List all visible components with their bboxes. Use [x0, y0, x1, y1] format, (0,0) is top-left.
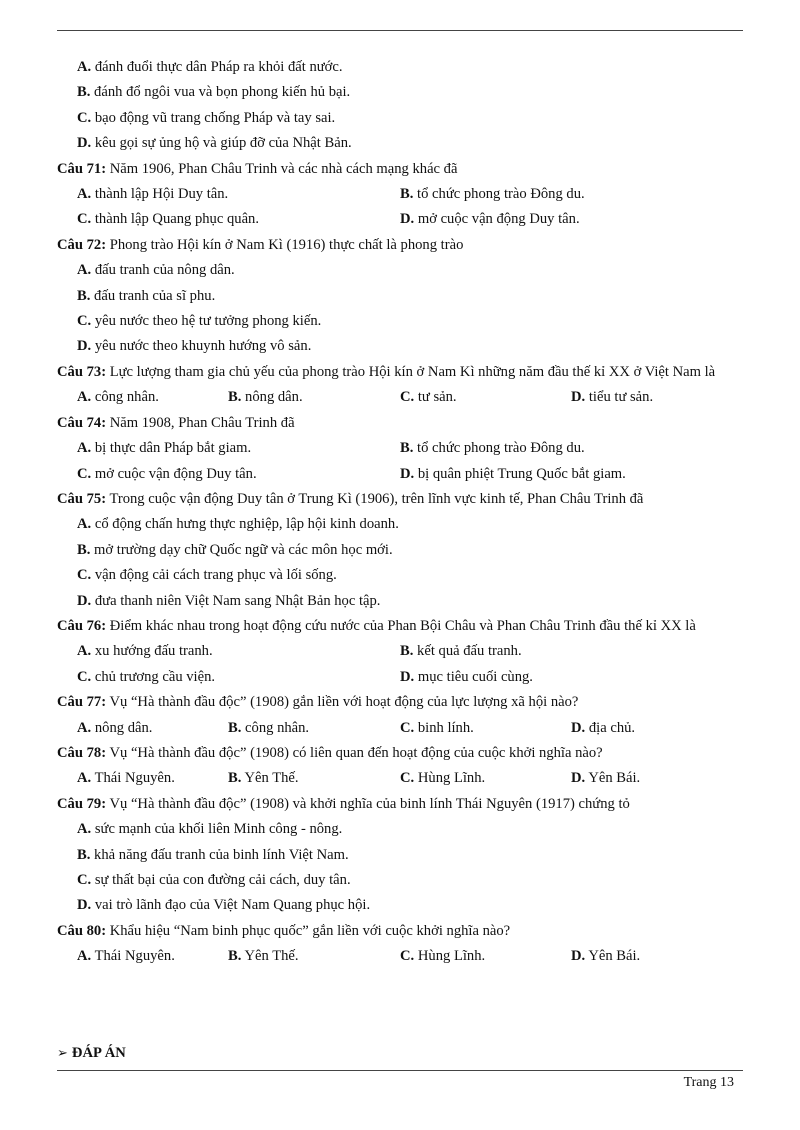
option-73-c: C. tư sản. — [400, 389, 457, 406]
option-71-d: D. mở cuộc vận động Duy tân. — [400, 211, 580, 228]
option-80-a: A. Thái Nguyên. — [77, 948, 175, 965]
options-73 — [57, 385, 743, 410]
option-78-c: C. Hùng Lĩnh. — [400, 770, 486, 787]
option-71-b: B. tổ chức phong trào Đông du. — [400, 186, 585, 203]
option-prev-d: D. kêu gọi sự ủng hộ và giúp đỡ của Nhật Bản. — [77, 135, 352, 152]
answer-section-title: ĐÁP ÁN — [71, 1045, 126, 1061]
options-74-row-2 — [57, 462, 743, 487]
option-72-a: A. đấu tranh của nông dân. — [77, 262, 235, 279]
footer-rule — [57, 1070, 743, 1071]
option-72-c: C. yêu nước theo hệ tư tưởng phong kiến. — [77, 313, 322, 330]
option-prev-b: B. đánh đổ ngôi vua và bọn phong kiến hủ bại. — [77, 84, 351, 101]
options-77 — [57, 716, 743, 741]
question-77: Câu 77: Vụ “Hà thành đầu độc” (1908) gắn liền với hoạt động của lực lượng xã hội nào? — [57, 694, 579, 711]
option-75-a: A. cổ động chấn hưng thực nghiệp, lập hội kinh doanh. — [77, 516, 399, 533]
option-71-c: C. thành lập Quang phục quân. — [77, 211, 259, 228]
option-75-b: B. mở trường dạy chữ Quốc ngữ và các môn học mới. — [77, 541, 393, 558]
option-75-d: D. đưa thanh niên Việt Nam sang Nhật Bản học tập. — [77, 592, 381, 609]
option-74-c: C. mở cuộc vận động Duy tân. — [77, 465, 257, 482]
option-79-b: B. khả năng đấu tranh của binh lính Việt Nam. — [77, 846, 349, 863]
option-72-d: D. yêu nước theo khuynh hướng vô sản. — [77, 338, 312, 355]
option-80-d: D. Yên Bái. — [571, 948, 641, 965]
option-77-d: D. địa chủ. — [571, 719, 636, 736]
question-74: Câu 74: Năm 1908, Phan Châu Trinh đã — [57, 414, 295, 431]
option-73-d: D. tiểu tư sản. — [571, 389, 654, 406]
option-74-b: B. tổ chức phong trào Đông du. — [400, 440, 585, 457]
option-77-a: A. nông dân. — [77, 719, 153, 736]
options-78 — [57, 766, 743, 791]
option-79-d: D. vai trò lãnh đạo của Việt Nam Quang phục hội. — [77, 897, 371, 914]
option-77-c: C. binh lính. — [400, 719, 474, 736]
option-78-b: B. Yên Thế. — [228, 770, 299, 787]
option-78-a: A. Thái Nguyên. — [77, 770, 175, 787]
question-79: Câu 79: Vụ “Hà thành đầu độc” (1908) và khởi nghĩa của binh lính Thái Nguyên (1917) chứng tỏ — [57, 795, 630, 812]
option-75-c: C. vận động cải cách trang phục và lối sống. — [77, 567, 337, 584]
arrow-bullet-icon: ➢ — [57, 1046, 68, 1061]
question-80: Câu 80: Khẩu hiệu “Nam binh phục quốc” gắn liền với cuộc khởi nghĩa nào? — [57, 922, 511, 939]
question-73: Câu 73: Lực lượng tham gia chủ yếu của phong trào Hội kín ở Nam Kì những năm đầu thế kỉ XX ở Việt Nam là — [57, 363, 716, 380]
option-76-a: A. xu hướng đấu tranh. — [77, 643, 213, 660]
options-71-row-1 — [57, 182, 743, 207]
option-74-a: A. bị thực dân Pháp bắt giam. — [77, 440, 252, 457]
option-72-b: B. đấu tranh của sĩ phu. — [77, 287, 216, 304]
question-71: Câu 71: Năm 1906, Phan Châu Trinh và các nhà cách mạng khác đã — [57, 160, 458, 177]
question-page — [57, 55, 743, 970]
question-75: Câu 75: Trong cuộc vận động Duy tân ở Trung Kì (1906), trên lĩnh vực kinh tế, Phan Châu Trinh đã — [57, 490, 644, 507]
option-78-d: D. Yên Bái. — [571, 770, 641, 787]
options-80 — [57, 944, 743, 969]
option-73-a: A. công nhân. — [77, 389, 159, 406]
question-76: Câu 76: Điểm khác nhau trong hoạt động cứu nước của Phan Bội Châu và Phan Châu Trinh đầu thế kỉ XX là — [57, 617, 696, 634]
options-76-row-2 — [57, 665, 743, 690]
option-prev-c: C. bạo động vũ trang chống Pháp và tay sai. — [77, 109, 336, 126]
option-76-b: B. kết quả đấu tranh. — [400, 643, 522, 660]
option-80-c: C. Hùng Lĩnh. — [400, 948, 486, 965]
option-71-a: A. thành lập Hội Duy tân. — [77, 186, 229, 203]
option-prev-a: A. đánh đuổi thực dân Pháp ra khỏi đất nước. — [77, 59, 343, 75]
option-79-a: A. sức mạnh của khối liên Minh công - nông. — [77, 821, 343, 838]
header-rule — [57, 30, 743, 31]
options-74-row-1 — [57, 436, 743, 461]
option-76-c: C. chủ trương cầu viện. — [77, 668, 216, 685]
page-number: Trang 13 — [683, 1075, 734, 1090]
answer-section-heading — [57, 1042, 126, 1065]
options-71-row-2 — [57, 207, 743, 232]
question-72: Câu 72: Phong trào Hội kín ở Nam Kì (1916) thực chất là phong trào — [57, 236, 464, 253]
option-80-b: B. Yên Thế. — [228, 948, 299, 965]
option-79-c: C. sự thất bại của con đường cải cách, duy tân. — [77, 872, 351, 888]
option-74-d: D. bị quân phiệt Trung Quốc bắt giam. — [400, 465, 626, 482]
option-73-b: B. nông dân. — [228, 389, 303, 406]
question-78: Câu 78: Vụ “Hà thành đầu độc” (1908) có liên quan đến hoạt động của cuộc khởi nghĩa nào? — [57, 744, 603, 761]
option-77-b: B. công nhân. — [228, 719, 310, 736]
option-76-d: D. mục tiêu cuối cùng. — [400, 668, 533, 685]
options-76-row-1 — [57, 639, 743, 664]
